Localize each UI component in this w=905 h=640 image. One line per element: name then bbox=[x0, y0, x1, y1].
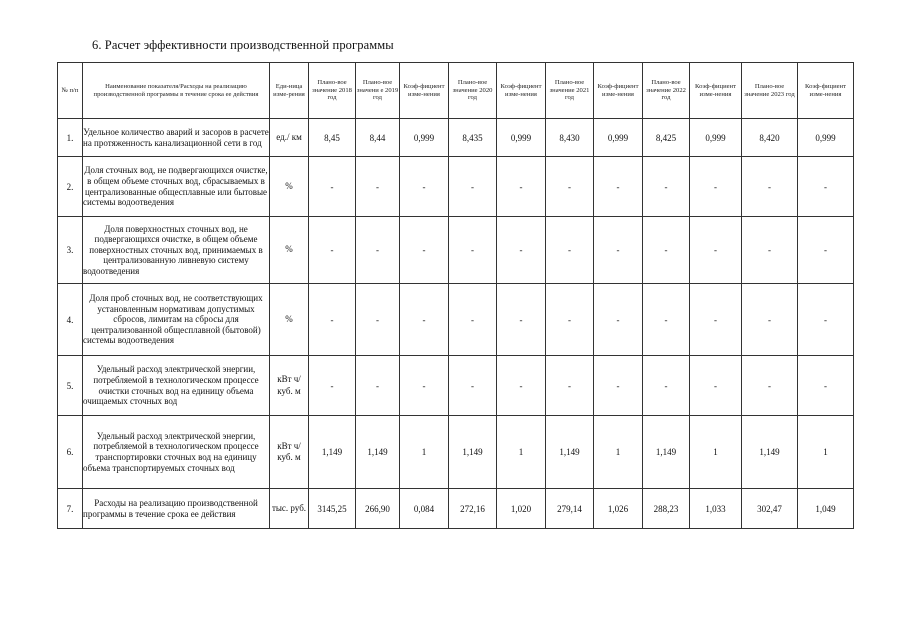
cell-coef-2020: - bbox=[497, 284, 546, 356]
cell-coef-2020: - bbox=[497, 217, 546, 284]
cell-plan-2023: - bbox=[742, 217, 798, 284]
header-plan-2021: Плано-вое значение 2021 год bbox=[546, 63, 594, 119]
cell-plan-2020: 1,149 bbox=[449, 416, 497, 489]
cell-plan-2018: 8,45 bbox=[309, 119, 356, 157]
cell-plan-2023: - bbox=[742, 284, 798, 356]
row-number: 6. bbox=[58, 416, 83, 489]
cell-plan-2018: - bbox=[309, 356, 356, 416]
cell-plan-2021: - bbox=[546, 284, 594, 356]
header-plan-2018: Плано-вое значение 2018 год bbox=[309, 63, 356, 119]
cell-coef-2023: - bbox=[798, 284, 854, 356]
cell-coef-2020: - bbox=[497, 356, 546, 416]
cell-coef-2021: 1,026 bbox=[594, 489, 643, 529]
table-row bbox=[58, 217, 854, 284]
table-row bbox=[58, 119, 854, 157]
cell-coef-2021: 1 bbox=[594, 416, 643, 489]
header-num: № п/п bbox=[58, 63, 83, 119]
cell-coef-2022: 1 bbox=[690, 416, 742, 489]
cell-plan-2022: - bbox=[643, 284, 690, 356]
cell-plan-2018: 3145,25 bbox=[309, 489, 356, 529]
cell-coef-2022: - bbox=[690, 217, 742, 284]
cell-plan-2022: - bbox=[643, 356, 690, 416]
header-indicator: Наименование показателя/Расходы на реализацию производственной программы в течение срока ее действия bbox=[83, 63, 270, 119]
row-indicator-name: Удельное количество аварий и засоров в расчете на протяженность канализационной сети в год bbox=[83, 119, 270, 157]
cell-plan-2019: - bbox=[356, 284, 400, 356]
table-row bbox=[58, 489, 854, 529]
table-row bbox=[58, 157, 854, 217]
cell-coef-2019: 0,084 bbox=[400, 489, 449, 529]
header-plan-2019: Плано-вое значени е 2019 год bbox=[356, 63, 400, 119]
cell-coef-2021: - bbox=[594, 284, 643, 356]
cell-coef-2023: 1,049 bbox=[798, 489, 854, 529]
cell-coef-2022: - bbox=[690, 356, 742, 416]
row-indicator-name: Расходы на реализацию производственной программы в течение срока ее действия bbox=[83, 489, 270, 529]
header-coef-2022: Коэф-фициент изме-нения bbox=[690, 63, 742, 119]
cell-plan-2019: 1,149 bbox=[356, 416, 400, 489]
cell-plan-2021: 8,430 bbox=[546, 119, 594, 157]
cell-plan-2021: 279,14 bbox=[546, 489, 594, 529]
row-unit: % bbox=[270, 157, 309, 217]
row-unit: ед./ км bbox=[270, 119, 309, 157]
cell-plan-2022: - bbox=[643, 157, 690, 217]
cell-plan-2018: - bbox=[309, 157, 356, 217]
row-indicator-name: Доля проб сточных вод, не соответствующих установленным нормативам допустимых сбросов, лимитам на сбросы для централизованной общесплавной (бытовой) системы водоотведения bbox=[83, 284, 270, 356]
cell-coef-2023: - bbox=[798, 157, 854, 217]
cell-plan-2023: 8,420 bbox=[742, 119, 798, 157]
cell-coef-2019: - bbox=[400, 217, 449, 284]
cell-plan-2021: - bbox=[546, 157, 594, 217]
header-plan-2022: Плано-вое значение 2022 год bbox=[643, 63, 690, 119]
row-number: 3. bbox=[58, 217, 83, 284]
cell-plan-2021: - bbox=[546, 356, 594, 416]
cell-coef-2021: - bbox=[594, 157, 643, 217]
cell-coef-2021: 0,999 bbox=[594, 119, 643, 157]
header-plan-2023: Плано-вое значение 2023 год bbox=[742, 63, 798, 119]
cell-coef-2019: - bbox=[400, 284, 449, 356]
cell-plan-2018: 1,149 bbox=[309, 416, 356, 489]
cell-plan-2020: - bbox=[449, 284, 497, 356]
cell-coef-2022: 0,999 bbox=[690, 119, 742, 157]
row-indicator-name: Удельный расход электрической энергии, потребляемой в технологическом процессе транспортировки сточных вод на единицу объема транспортируемых сточных вод bbox=[83, 416, 270, 489]
cell-plan-2023: - bbox=[742, 157, 798, 217]
cell-coef-2023: 0,999 bbox=[798, 119, 854, 157]
row-indicator-name: Доля сточных вод, не подвергающихся очистке, в общем объеме сточных вод, сбрасываемых в централизованные общесплавные или бытовые системы водоотведения bbox=[83, 157, 270, 217]
table-row bbox=[58, 284, 854, 356]
header-plan-2020: Плано-вое значение 2020 год bbox=[449, 63, 497, 119]
header-coef-2023: Коэф-фициент изме-нения bbox=[798, 63, 854, 119]
row-unit: кВт ч/куб. м bbox=[270, 356, 309, 416]
cell-plan-2020: - bbox=[449, 356, 497, 416]
cell-plan-2020: - bbox=[449, 157, 497, 217]
cell-plan-2020: 8,435 bbox=[449, 119, 497, 157]
row-number: 7. bbox=[58, 489, 83, 529]
row-number: 5. bbox=[58, 356, 83, 416]
cell-plan-2018: - bbox=[309, 217, 356, 284]
cell-plan-2019: - bbox=[356, 217, 400, 284]
cell-coef-2019: - bbox=[400, 356, 449, 416]
table-row bbox=[58, 356, 854, 416]
efficiency-table bbox=[57, 62, 854, 529]
cell-plan-2020: 272,16 bbox=[449, 489, 497, 529]
cell-plan-2022: 1,149 bbox=[643, 416, 690, 489]
cell-plan-2022: 288,23 bbox=[643, 489, 690, 529]
cell-coef-2019: - bbox=[400, 157, 449, 217]
row-unit: % bbox=[270, 217, 309, 284]
header-coef-2021: Коэф-фициент изме-нения bbox=[594, 63, 643, 119]
cell-coef-2023: - bbox=[798, 217, 854, 284]
cell-coef-2021: - bbox=[594, 217, 643, 284]
cell-coef-2023: - bbox=[798, 356, 854, 416]
cell-plan-2022: - bbox=[643, 217, 690, 284]
cell-plan-2020: - bbox=[449, 217, 497, 284]
cell-plan-2019: - bbox=[356, 356, 400, 416]
cell-plan-2019: 266,90 bbox=[356, 489, 400, 529]
cell-coef-2019: 0,999 bbox=[400, 119, 449, 157]
table-row bbox=[58, 416, 854, 489]
section-title: 6. Расчет эффективности производственной программы bbox=[92, 38, 394, 52]
cell-plan-2023: 1,149 bbox=[742, 416, 798, 489]
row-indicator-name: Удельный расход электрической энергии, потребляемой в технологическом процессе очистки сточных вод на единицу объема очищаемых сточных вод bbox=[83, 356, 270, 416]
cell-plan-2022: 8,425 bbox=[643, 119, 690, 157]
row-unit: % bbox=[270, 284, 309, 356]
row-number: 1. bbox=[58, 119, 83, 157]
cell-coef-2020: - bbox=[497, 157, 546, 217]
cell-plan-2021: 1,149 bbox=[546, 416, 594, 489]
cell-plan-2019: 8,44 bbox=[356, 119, 400, 157]
cell-coef-2020: 1 bbox=[497, 416, 546, 489]
row-indicator-name: Доля поверхностных сточных вод, не подвергающихся очистке, в общем объеме поверхностных сточных вод, принимаемых в централизованную ливневую систему водоотведения bbox=[83, 217, 270, 284]
row-number: 4. bbox=[58, 284, 83, 356]
cell-plan-2023: 302,47 bbox=[742, 489, 798, 529]
cell-plan-2021: - bbox=[546, 217, 594, 284]
header-unit: Еди-ница изме-рения bbox=[270, 63, 309, 119]
cell-coef-2020: 0,999 bbox=[497, 119, 546, 157]
cell-plan-2019: - bbox=[356, 157, 400, 217]
table-header-row bbox=[58, 63, 854, 119]
cell-coef-2022: - bbox=[690, 157, 742, 217]
row-unit: кВт ч/куб. м bbox=[270, 416, 309, 489]
header-coef-2019: Коэф-фициент изме-нения bbox=[400, 63, 449, 119]
cell-plan-2023: - bbox=[742, 356, 798, 416]
row-number: 2. bbox=[58, 157, 83, 217]
cell-plan-2018: - bbox=[309, 284, 356, 356]
header-coef-2020: Коэф-фициент изме-нения bbox=[497, 63, 546, 119]
cell-coef-2022: 1,033 bbox=[690, 489, 742, 529]
row-unit: тыс. руб. bbox=[270, 489, 309, 529]
cell-coef-2023: 1 bbox=[798, 416, 854, 489]
cell-coef-2021: - bbox=[594, 356, 643, 416]
cell-coef-2019: 1 bbox=[400, 416, 449, 489]
cell-coef-2020: 1,020 bbox=[497, 489, 546, 529]
cell-coef-2022: - bbox=[690, 284, 742, 356]
